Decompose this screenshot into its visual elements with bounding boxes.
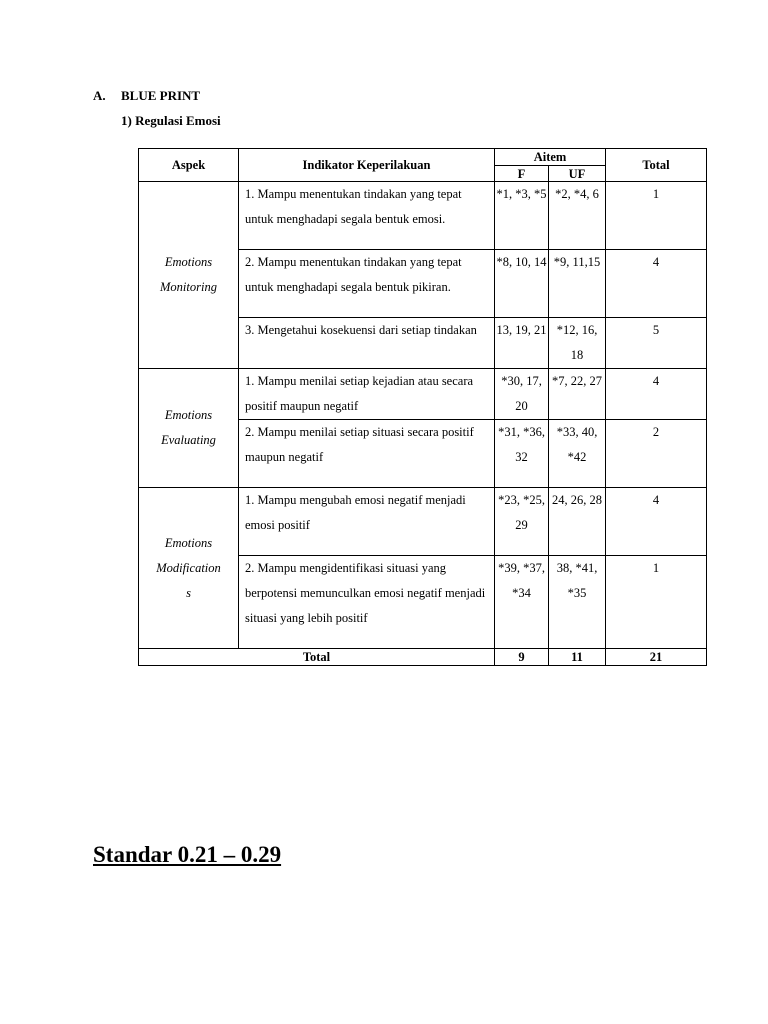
total-cell: 1 <box>606 182 707 250</box>
header-f: F <box>495 166 549 182</box>
total-cell: 5 <box>606 318 707 369</box>
aspek-line: Emotions <box>164 255 213 269</box>
table-footer <box>139 649 707 666</box>
header-aitem: Aitem <box>495 149 606 166</box>
f-cell: *30, 17, 20 <box>495 369 549 420</box>
aspek-line: Emotions <box>164 408 213 422</box>
f-cell: *8, 10, 14 <box>495 250 549 318</box>
indikator-cell: 2. Mampu menilai setiap situasi secara positif maupun negatif <box>239 420 495 488</box>
uf-cell: *12, 16, 18 <box>549 318 606 369</box>
indikator-cell: 1. Mampu menentukan tindakan yang tepat untuk menghadapi segala bentuk emosi. <box>239 182 495 250</box>
indikator-cell: 2. Mampu mengidentifikasi situasi yang berpotensi memunculkan emosi negatif menjadi situasi yang lebih positif <box>239 556 495 649</box>
uf-cell: 38, *41, *35 <box>549 556 606 649</box>
aspek-line: Evaluating <box>161 433 216 447</box>
f-cell: 13, 19, 21 <box>495 318 549 369</box>
total-cell: 4 <box>606 488 707 556</box>
indikator-cell: 2. Mampu menentukan tindakan yang tepat untuk menghadapi segala bentuk pikiran. <box>239 250 495 318</box>
f-cell: *23, *25, 29 <box>495 488 549 556</box>
table-row <box>139 488 707 556</box>
f-cell: *1, *3, *5 <box>495 182 549 250</box>
subsection-heading: 1) Regulasi Emosi <box>121 113 221 128</box>
uf-cell: *9, 11,15 <box>549 250 606 318</box>
aspek-line: Modification <box>156 560 221 575</box>
footer-total-all: 21 <box>606 649 707 666</box>
section-letter: A. <box>93 88 106 103</box>
section-heading <box>93 88 200 104</box>
uf-cell: *2, *4, 6 <box>549 182 606 250</box>
aspek-line: s <box>186 585 191 600</box>
footer-total-f: 9 <box>495 649 549 666</box>
indikator-cell: 1. Mampu mengubah emosi negatif menjadi emosi positif <box>239 488 495 556</box>
blueprint-table <box>138 148 707 666</box>
aspek-line: Monitoring <box>160 280 217 294</box>
footer-total-label: Total <box>139 649 495 666</box>
header-aspek: Aspek <box>139 149 239 182</box>
header-total: Total <box>606 149 707 182</box>
standard-range-heading: Standar 0.21 – 0.29 <box>93 842 282 867</box>
uf-cell: *33, 40, *42 <box>549 420 606 488</box>
table-row <box>139 369 707 420</box>
total-cell: 4 <box>606 250 707 318</box>
aspek-cell <box>139 369 239 488</box>
uf-cell: *7, 22, 27 <box>549 369 606 420</box>
uf-cell: 24, 26, 28 <box>549 488 606 556</box>
table-row <box>139 182 707 250</box>
aspek-cell <box>139 182 239 369</box>
table-body <box>139 149 707 649</box>
aspek-line: Emotions <box>164 535 213 550</box>
footer-total-uf: 11 <box>549 649 606 666</box>
f-cell: *39, *37, *34 <box>495 556 549 649</box>
f-cell: *31, *36, 32 <box>495 420 549 488</box>
indikator-cell: 1. Mampu menilai setiap kejadian atau secara positif maupun negatif <box>239 369 495 420</box>
header-indikator: Indikator Keperilakuan <box>239 149 495 182</box>
total-cell: 2 <box>606 420 707 488</box>
aspek-cell <box>139 488 239 649</box>
header-uf: UF <box>549 166 606 182</box>
section-title: BLUE PRINT <box>121 88 201 103</box>
indikator-cell: 3. Mengetahui kosekuensi dari setiap tindakan <box>239 318 495 369</box>
total-cell: 1 <box>606 556 707 649</box>
total-cell: 4 <box>606 369 707 420</box>
